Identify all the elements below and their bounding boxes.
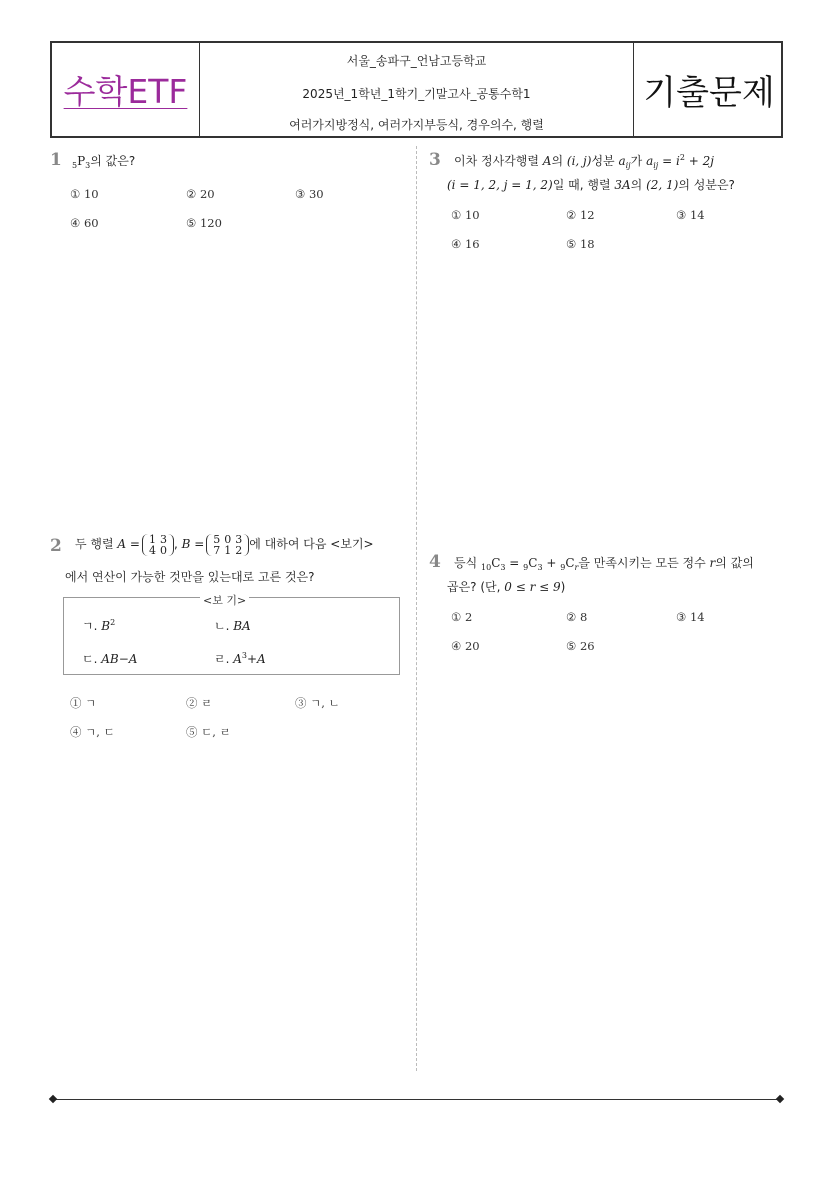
question-text: 에서 연산이 가능한 것만을 있는대로 고른 것은?	[65, 570, 315, 584]
math-subscript: 3	[500, 563, 506, 572]
text: 일 때, 행렬	[552, 178, 611, 192]
choice-2[interactable]: ② 20	[186, 187, 215, 201]
math: + 2j	[684, 154, 714, 168]
bogi-label: ㄷ.	[82, 652, 102, 666]
choice-5[interactable]: ⑤ ㄷ, ㄹ	[186, 725, 231, 739]
math-superscript: 3	[241, 651, 247, 660]
math-subscript: 3	[85, 161, 91, 170]
matrix-cell: 5	[213, 532, 221, 546]
choice-4[interactable]: ④ 60	[70, 216, 99, 230]
math: A =	[117, 537, 140, 551]
question-number: 1	[50, 150, 62, 170]
choice-2[interactable]: ② ㄹ	[186, 696, 213, 710]
header-box	[50, 41, 783, 138]
bogi-label: ㄱ.	[82, 619, 102, 633]
math: a	[618, 154, 626, 168]
choice-2[interactable]: ② 8	[566, 610, 588, 624]
math: 0 ≤ r ≤ 9	[504, 580, 561, 594]
text: )	[560, 580, 566, 594]
question-text-tail: 의 값은?	[90, 154, 136, 168]
choice-2[interactable]: ② 12	[566, 208, 595, 222]
question-number: 4	[429, 552, 441, 572]
math: B =	[181, 537, 205, 551]
math: BA	[233, 619, 251, 633]
brand-logo	[52, 43, 199, 136]
footer-rule	[52, 1099, 782, 1100]
column-divider	[416, 146, 417, 1071]
text: 이차 정사각행렬	[454, 154, 539, 168]
matrix-cell: 7	[213, 543, 221, 557]
math-superscript: 2	[679, 153, 685, 162]
question-text	[447, 578, 565, 595]
matrix-a	[142, 534, 174, 556]
math: +	[542, 556, 561, 570]
text: 가	[630, 154, 643, 168]
math: B	[101, 619, 111, 633]
question-text	[454, 554, 754, 572]
math-symbol: P	[77, 154, 86, 168]
matrix-cell: 1	[148, 532, 156, 546]
bogi-item	[82, 617, 115, 634]
math-subscript: ij	[653, 161, 659, 170]
bogi-item	[214, 617, 251, 634]
math: AB−A	[101, 652, 138, 666]
matrix-b	[206, 534, 249, 556]
bogi-label: ㄹ.	[214, 652, 234, 666]
brand-text: 수학ETF	[63, 72, 188, 111]
header-divider	[633, 43, 634, 136]
text: 의	[551, 154, 564, 168]
choice-3[interactable]: ③ 14	[676, 610, 705, 624]
math: a	[646, 154, 654, 168]
math: r	[709, 556, 716, 570]
matrix-cell: 4	[148, 543, 156, 557]
question-text	[72, 152, 135, 170]
math: C	[491, 556, 501, 570]
math: 3A	[614, 178, 631, 192]
choice-5[interactable]: ⑤ 120	[186, 216, 222, 230]
choice-5[interactable]: ⑤ 26	[566, 639, 595, 653]
text: 성분	[591, 154, 615, 168]
choice-3[interactable]: ③ 14	[676, 208, 705, 222]
choice-3[interactable]: ③ ㄱ, ㄴ	[295, 696, 340, 710]
text: 에 대하여 다음 <보기>	[249, 537, 374, 551]
choice-3[interactable]: ③ 30	[295, 187, 324, 201]
question-text	[454, 152, 714, 170]
school-name: 서울_송파구_언남고등학교	[346, 54, 487, 68]
math-subscript: 3	[537, 563, 543, 572]
choice-4[interactable]: ④ 20	[451, 639, 480, 653]
text: 을 만족시키는 모든 정수	[578, 556, 706, 570]
choice-1[interactable]: ① 10	[451, 208, 480, 222]
page-title: 기출문제	[643, 73, 775, 113]
question-number: 2	[50, 536, 62, 556]
math: A	[542, 154, 552, 168]
choice-4[interactable]: ④ ㄱ, ㄷ	[70, 725, 115, 739]
matrix-cell: 1	[224, 543, 232, 557]
math-subscript: 9	[560, 563, 566, 572]
question-number: 3	[429, 150, 441, 170]
text: 곱은? (단,	[447, 580, 501, 594]
math: =	[505, 556, 524, 570]
matrix-cell: 3	[159, 532, 167, 546]
choice-1[interactable]: ① 2	[451, 610, 473, 624]
choice-4[interactable]: ④ 16	[451, 237, 480, 251]
bogi-item	[82, 650, 137, 667]
exam-name: 2025년_1학년_1학기_기말고사_공통수학1	[302, 87, 531, 101]
math: (i, j)	[566, 154, 592, 168]
bogi-title: <보 기>	[200, 592, 249, 608]
exam-topics: 여러가지방정식, 여러가지부등식, 경우의수, 행렬	[289, 118, 544, 132]
diamond-icon	[776, 1095, 784, 1103]
math-subscript: ij	[625, 161, 631, 170]
question-text	[447, 176, 735, 193]
matrix-cell: 0	[224, 532, 232, 546]
math: C	[528, 556, 538, 570]
diamond-icon	[49, 1095, 57, 1103]
math-superscript: 2	[110, 618, 116, 627]
math: +A	[247, 652, 266, 666]
math: (2, 1)	[646, 178, 679, 192]
question-text: 두 행렬 A = 1 3 4 0 , B = 5 0 3 7 1 2 에 대하여 다음 <보기>	[75, 532, 374, 557]
choice-1[interactable]: ① ㄱ	[70, 696, 97, 710]
matrix-cell: 0	[159, 543, 167, 557]
bogi-label: ㄴ.	[214, 619, 234, 633]
text: 의 값의	[715, 556, 754, 570]
text: 의 성분은?	[678, 178, 735, 192]
text: 등식	[454, 556, 478, 570]
math-subscript: r	[574, 563, 579, 572]
math-subscript: 9	[523, 563, 529, 572]
math: = i	[658, 154, 680, 168]
bogi-item	[214, 650, 266, 667]
math: A	[233, 652, 242, 666]
text: 의	[630, 178, 643, 192]
math: C	[565, 556, 575, 570]
matrix-cell: 2	[235, 543, 243, 557]
math-subscript: 5	[72, 161, 78, 170]
text: 두 행렬	[75, 537, 114, 551]
choice-1[interactable]: ① 10	[70, 187, 99, 201]
choice-5[interactable]: ⑤ 18	[566, 237, 595, 251]
math: (i = 1, 2, j = 1, 2)	[447, 178, 553, 192]
matrix-cell: 3	[235, 532, 243, 546]
math-subscript: 10	[481, 563, 492, 572]
